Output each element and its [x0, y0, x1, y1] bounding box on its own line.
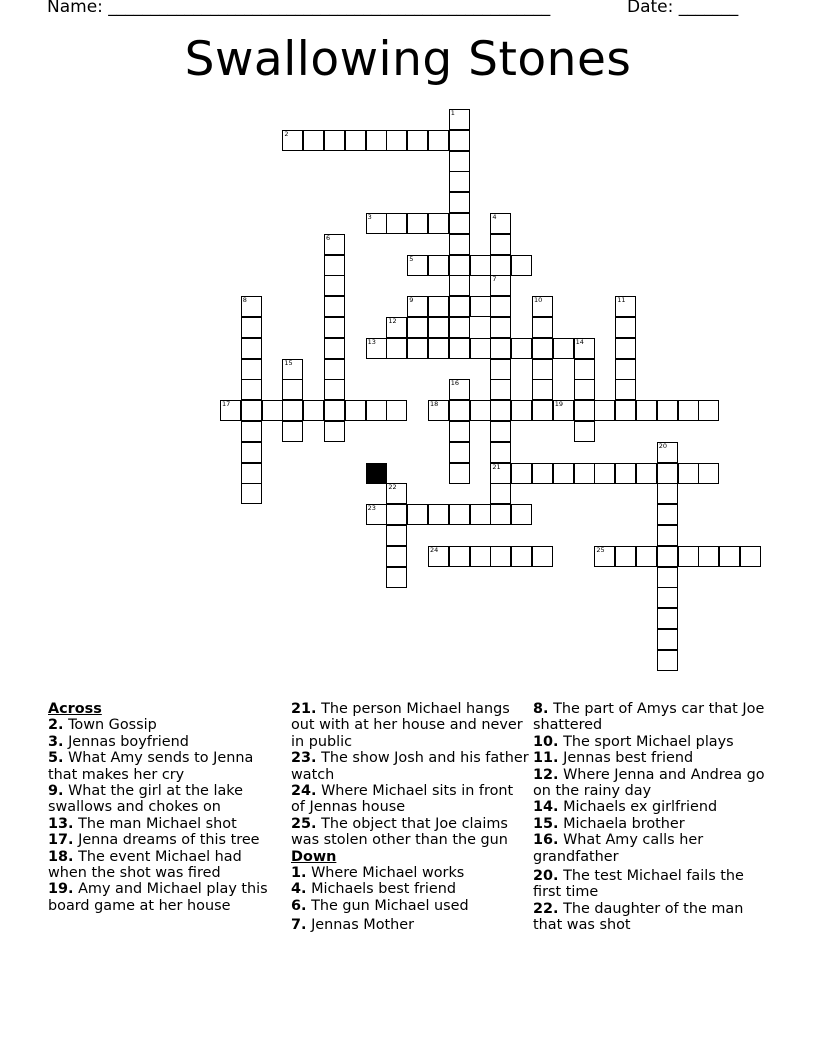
grid-cell[interactable] — [407, 130, 428, 151]
grid-cell[interactable] — [282, 379, 303, 400]
grid-cell[interactable] — [636, 463, 657, 484]
grid-cell[interactable] — [241, 379, 262, 400]
grid-cell[interactable] — [449, 421, 470, 442]
clue-number: 3 — [367, 213, 372, 221]
grid-cell[interactable] — [594, 546, 615, 567]
clue-number: 14 — [575, 337, 584, 346]
grid-cell[interactable] — [615, 317, 636, 338]
grid-cell[interactable] — [553, 463, 574, 484]
grid-cell[interactable] — [490, 338, 511, 359]
clue-number: 7 — [492, 275, 497, 284]
clue-number: 21 — [492, 462, 501, 471]
clue-down-16: 16. What Amy calls her grandfather — [533, 832, 704, 865]
grid-cell[interactable] — [386, 317, 407, 338]
grid-cell[interactable] — [615, 463, 636, 484]
grid-cell[interactable] — [303, 400, 324, 421]
grid-cell[interactable] — [490, 213, 511, 234]
grid-cell[interactable] — [636, 546, 657, 567]
grid-cell[interactable] — [615, 359, 636, 380]
grid-cell[interactable] — [490, 379, 511, 400]
puzzle-title: Swallowing Stones — [184, 32, 632, 87]
clue-number: 13 — [367, 337, 376, 346]
grid-cell[interactable] — [324, 234, 345, 255]
grid-cell[interactable] — [428, 338, 449, 359]
grid-cell[interactable] — [615, 546, 636, 567]
grid-cell[interactable] — [657, 567, 678, 588]
clue-down-1: 1. Where Michael works — [291, 865, 465, 882]
clue-across-23: 23. The show Josh and his father watch — [291, 750, 529, 783]
clue-across-13: 13. The man Michael shot — [48, 815, 237, 832]
grid-cell[interactable] — [511, 400, 532, 421]
grid-cell[interactable] — [282, 421, 303, 442]
grid-cell[interactable] — [449, 213, 470, 234]
grid-cell[interactable] — [428, 546, 449, 567]
grid-cell[interactable] — [241, 338, 262, 359]
grid-cell[interactable] — [407, 213, 428, 234]
grid-cell[interactable] — [490, 504, 511, 525]
grid-cell[interactable] — [241, 463, 262, 484]
clue-number: 23 — [367, 504, 376, 513]
grid-cell[interactable] — [428, 213, 449, 234]
clue-across-21: 21. The person Michael hangs out with at her house and never in public — [291, 701, 523, 750]
grid-cell[interactable] — [574, 359, 595, 380]
clues-column-2 — [291, 701, 529, 934]
clue-down-4: 4. Michaels best friend — [291, 881, 457, 898]
grid-cell[interactable] — [511, 504, 532, 525]
grid-cell[interactable] — [490, 359, 511, 380]
grid-cell[interactable] — [470, 255, 491, 276]
date-field: Date: _______ — [627, 0, 739, 17]
grid-cell[interactable] — [449, 275, 470, 296]
clue-number: 5 — [409, 254, 414, 263]
grid-cell[interactable] — [678, 546, 699, 567]
grid-cell[interactable] — [615, 400, 636, 421]
grid-cell[interactable] — [282, 400, 303, 421]
grid-cell[interactable] — [490, 234, 511, 255]
grid-cell[interactable] — [386, 546, 407, 567]
clue-number: 24 — [430, 545, 439, 554]
clues-column-3 — [533, 701, 773, 934]
grid-cell[interactable] — [241, 359, 262, 380]
grid-cell[interactable] — [241, 421, 262, 442]
grid-cell[interactable] — [615, 296, 636, 317]
clue-number: 20 — [658, 441, 668, 450]
clue-down-10: 10. The sport Michael plays — [533, 733, 734, 750]
grid-cell[interactable] — [449, 296, 470, 317]
clue-number: 10 — [534, 296, 543, 305]
grid-cell[interactable] — [490, 255, 511, 276]
grid-cell[interactable] — [490, 421, 511, 442]
clue-number: 6 — [326, 233, 331, 242]
grid-cell[interactable] — [324, 255, 345, 276]
clue-down-14: 14. Michaels ex girlfriend — [533, 799, 718, 816]
grid-cell[interactable] — [366, 400, 387, 421]
grid-cell[interactable] — [490, 296, 511, 317]
grid-cell[interactable] — [678, 400, 699, 421]
grid-cell[interactable] — [553, 400, 574, 421]
grid-cell[interactable] — [594, 400, 615, 421]
clues-column-1 — [48, 701, 280, 914]
grid-cell[interactable] — [532, 338, 553, 359]
clue-across-24: 24. Where Michael sits in front of Jennas house — [291, 783, 514, 816]
clue-number: 25 — [596, 545, 605, 554]
down-heading: Down — [291, 848, 337, 865]
grid-cell[interactable] — [386, 483, 407, 504]
grid-cell[interactable] — [282, 359, 303, 380]
grid-cell[interactable] — [449, 338, 470, 359]
grid-cell[interactable] — [449, 400, 470, 421]
grid-cell[interactable] — [657, 400, 678, 421]
grid-cell[interactable] — [657, 608, 678, 629]
grid-cell[interactable] — [428, 255, 449, 276]
clue-down-11: 11. Jennas best friend — [533, 750, 694, 767]
grid-cell[interactable] — [532, 546, 553, 567]
grid-cell[interactable] — [428, 400, 449, 421]
grid-cell[interactable] — [532, 359, 553, 380]
grid-cell[interactable] — [490, 400, 511, 421]
grid-cell[interactable] — [490, 317, 511, 338]
grid-cell[interactable] — [698, 400, 719, 421]
grid-cell[interactable] — [490, 442, 511, 463]
grid-cell[interactable] — [386, 338, 407, 359]
grid-cell[interactable] — [386, 525, 407, 546]
clue-number: 15 — [284, 358, 293, 367]
grid-cell[interactable] — [386, 213, 407, 234]
clue-number: 9 — [409, 296, 414, 305]
grid-cell[interactable] — [574, 400, 595, 421]
grid-cell[interactable] — [532, 463, 553, 484]
grid-cell[interactable] — [324, 296, 345, 317]
grid-cell[interactable] — [324, 338, 345, 359]
clue-down-20: 20. The test Michael fails the first time — [533, 868, 744, 901]
grid-cell[interactable] — [574, 463, 595, 484]
grid-cell[interactable] — [470, 546, 491, 567]
grid-cell[interactable] — [324, 400, 345, 421]
grid-cell[interactable] — [449, 379, 470, 400]
grid-cell[interactable] — [657, 525, 678, 546]
grid-cell[interactable] — [449, 234, 470, 255]
grid-cell[interactable] — [657, 483, 678, 504]
clue-down-12: 12. Where Jenna and Andrea go on the rainy day — [533, 766, 765, 800]
grid-cell[interactable] — [386, 504, 407, 525]
grid-cell[interactable] — [470, 296, 491, 317]
grid-cell[interactable] — [511, 463, 532, 484]
grid-cell[interactable] — [490, 483, 511, 504]
clue-number: 17 — [222, 400, 231, 409]
grid-cell[interactable] — [449, 463, 470, 484]
grid-cell[interactable] — [220, 400, 241, 421]
grid-cell[interactable] — [719, 546, 740, 567]
clue-across-9: 9. What the girl at the lake swallows and chokes on — [48, 783, 243, 816]
grid-cell[interactable] — [449, 151, 470, 172]
clue-across-17: 17. Jenna dreams of this tree — [48, 832, 260, 849]
grid-cell[interactable] — [428, 296, 449, 317]
clue-number: 8 — [242, 296, 247, 305]
clue-down-7: 7. Jennas Mother — [291, 917, 415, 934]
grid-cell[interactable] — [657, 629, 678, 650]
grid-cell[interactable] — [636, 400, 657, 421]
grid-cell[interactable] — [698, 463, 719, 484]
clue-number: 18 — [430, 400, 439, 409]
grid-cell[interactable] — [449, 171, 470, 192]
grid-cell[interactable] — [532, 296, 553, 317]
clue-number: 22 — [388, 483, 397, 492]
clue-across-5: 5. What Amy sends to Jenna that makes her cry — [48, 750, 254, 783]
clue-number: 19 — [554, 400, 564, 409]
grid-cell[interactable] — [324, 275, 345, 296]
grid-cell[interactable] — [511, 255, 532, 276]
grid-cell[interactable] — [449, 504, 470, 525]
grid-cell[interactable] — [366, 338, 387, 359]
grid-cell[interactable] — [449, 317, 470, 338]
grid-cell[interactable] — [532, 400, 553, 421]
grid-cell[interactable] — [428, 504, 449, 525]
grid-cell[interactable] — [386, 567, 407, 588]
grid-cell[interactable] — [574, 338, 595, 359]
grid-cell[interactable] — [449, 109, 470, 130]
grid-cell[interactable] — [241, 483, 262, 504]
clue-number: 1 — [450, 109, 455, 117]
grid-cell[interactable] — [366, 504, 387, 525]
clue-across-3: 3. Jennas boyfriend — [48, 733, 189, 750]
grid-cell[interactable] — [449, 192, 470, 213]
grid-cell[interactable] — [490, 546, 511, 567]
grid-cell[interactable] — [532, 317, 553, 338]
name-field: Name: ____________________________________________________ — [47, 0, 551, 17]
clue-across-18: 18. The event Michael had when the shot was fired — [48, 848, 242, 882]
grid-cell[interactable] — [615, 379, 636, 400]
grid-cell[interactable] — [366, 130, 387, 151]
grid-cell[interactable] — [324, 317, 345, 338]
grid-cell[interactable] — [241, 317, 262, 338]
grid-cell[interactable] — [574, 421, 595, 442]
grid-cell[interactable] — [241, 400, 262, 421]
grid-cell[interactable] — [324, 379, 345, 400]
grid-cell[interactable] — [657, 650, 678, 671]
clue-across-25: 25. The object that Joe claims was stolen other than the gun — [291, 815, 508, 849]
grid-cell[interactable] — [345, 130, 366, 151]
grid-cell-black — [366, 463, 387, 484]
grid-cell[interactable] — [511, 338, 532, 359]
clue-number: 2 — [284, 129, 289, 138]
across-heading: Across — [48, 701, 102, 717]
grid-cell[interactable] — [615, 338, 636, 359]
grid-cell[interactable] — [740, 546, 761, 567]
grid-cell[interactable] — [407, 255, 428, 276]
clue-number: 12 — [388, 317, 397, 325]
grid-cell[interactable] — [449, 442, 470, 463]
grid-cell[interactable] — [241, 442, 262, 463]
grid-cell[interactable] — [449, 130, 470, 151]
grid-cell[interactable] — [574, 379, 595, 400]
grid-cell[interactable] — [449, 255, 470, 276]
grid-cell[interactable] — [303, 130, 324, 151]
clue-number: 11 — [617, 296, 626, 305]
grid-cell[interactable] — [324, 130, 345, 151]
clue-down-15: 15. Michaela brother — [533, 815, 685, 832]
grid-cell[interactable] — [470, 338, 491, 359]
grid-cell[interactable] — [386, 130, 407, 151]
grid-cell[interactable] — [657, 442, 678, 463]
grid-cell[interactable] — [282, 130, 303, 151]
grid-cell[interactable] — [657, 463, 678, 484]
grid-cell[interactable] — [470, 400, 491, 421]
grid-cell[interactable] — [386, 400, 407, 421]
grid-cell[interactable] — [532, 379, 553, 400]
clue-across-19: 19. Amy and Michael play this board game at her house — [48, 881, 268, 914]
grid-cell[interactable] — [241, 296, 262, 317]
grid-cell[interactable] — [428, 130, 449, 151]
grid-cell[interactable] — [511, 546, 532, 567]
grid-cell[interactable] — [490, 275, 511, 296]
clue-down-6: 6. The gun Michael used — [291, 897, 469, 914]
clue-across-2: 2. Town Gossip — [48, 717, 157, 734]
grid-cell[interactable] — [324, 359, 345, 380]
grid-cell[interactable] — [553, 338, 574, 359]
grid-cell[interactable] — [407, 317, 428, 338]
grid-cell[interactable] — [698, 546, 719, 567]
grid-cell[interactable] — [407, 296, 428, 317]
clue-down-8: 8. The part of Amys car that Joe shattered — [533, 701, 765, 734]
grid-cell[interactable] — [657, 546, 678, 567]
grid-cell[interactable] — [657, 504, 678, 525]
grid-cell[interactable] — [345, 400, 366, 421]
grid-cell[interactable] — [490, 463, 511, 484]
grid-cell[interactable] — [366, 213, 387, 234]
grid-cell[interactable] — [470, 504, 491, 525]
grid-cell[interactable] — [324, 421, 345, 442]
grid-cell[interactable] — [678, 463, 699, 484]
clue-down-22: 22. The daughter of the man that was shot — [533, 900, 744, 934]
clue-number: 4 — [492, 213, 497, 221]
grid-cell[interactable] — [449, 546, 470, 567]
grid-cell[interactable] — [262, 400, 283, 421]
clue-number: 16 — [450, 379, 460, 388]
grid-cell[interactable] — [657, 587, 678, 608]
grid-cell[interactable] — [407, 338, 428, 359]
grid-cell[interactable] — [428, 317, 449, 338]
grid-cell[interactable] — [594, 463, 615, 484]
grid-cell[interactable] — [407, 504, 428, 525]
